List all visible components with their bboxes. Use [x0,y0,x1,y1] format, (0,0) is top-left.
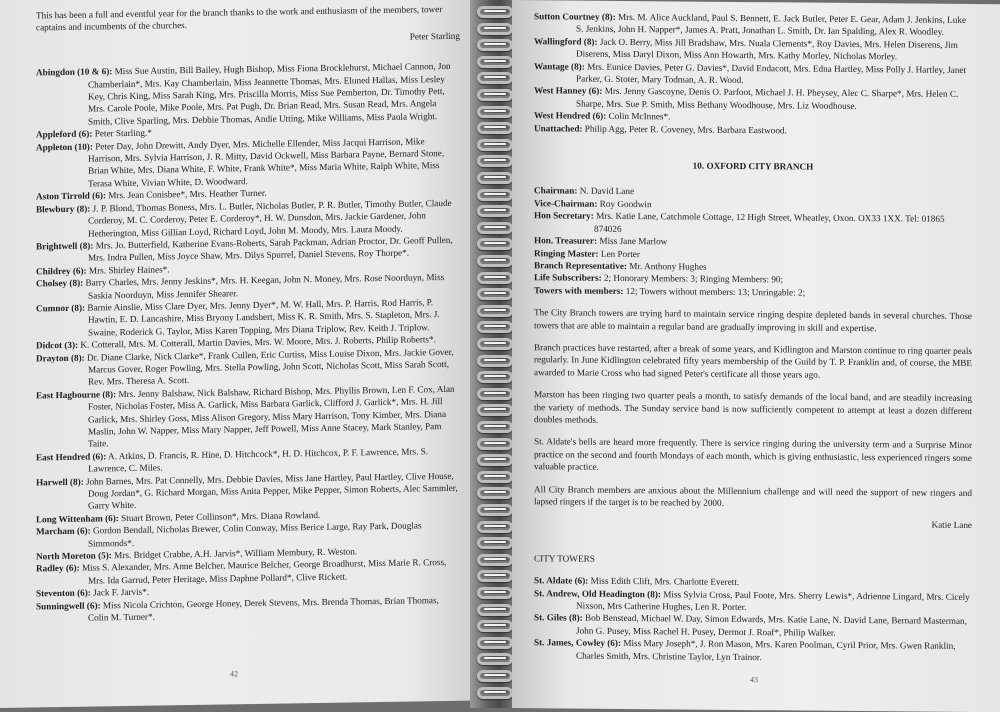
binding-ring [477,687,513,699]
member-names: Miss S. Alexander, Mrs. Anne Belcher, Maurice Belcher, George Broadhurst, Miss Marie R. Cross, Mrs. Ida Garrud, Peter Heritage, Miss Daphne Pollard*, Clive Rickett. [79,557,447,586]
officer-value: Roy Goodwin [597,198,652,210]
left-page-content [36,3,460,625]
tower-entry [36,134,460,190]
right-page-content [534,10,972,665]
member-names: Bob Benstead, Michael W. Day, Simon Edwards, Mrs. Katie Lane, N. David Lane, Bernard Masterman, John G. Pusey, Miss Rachel H. Pusey, Dermot J. Roaf*, Philip Walker. [576,613,967,638]
member-names: Miss Sylvia Cross, Paul Foote, Mrs. Sherry Lewis*, Adrienne Lingard, Mrs. Cicely Nixson, Mrs Catherine Hughes, Len R. Porter. [576,588,970,613]
binding-ring [477,587,513,599]
member-names: Miss Mary Joseph*, J. Ron Mason, Mrs. Karen Poolman, Cyril Prior, Mrs. Gwen Ranklin, Charles Smith, Mrs. Christine Taylor, Lyn Trainor. [576,638,956,662]
officer-label: Hon Secretary: [534,210,594,221]
tower-entry [534,60,972,89]
tower-name: Wantage (8): [534,60,585,72]
member-names: Peter Day, John Drewitt, Andy Dyer, Mrs. Michelle Ellender, Miss Jacqui Harrison, Mike Harrison, Mrs. Sylvia Harrison, J. R. Mitty, David Ockwell, Miss Barbara Payne, Bernard Stone, Brian White, Mrs. Diana White, F. White, Frank White*, Miss Maria White, Ralph White, Miss Terasa White, Vivian White, D. Woodward. [88,135,445,189]
officer-value: Mr. Anthony Hughes [626,260,707,272]
city-towers-list [534,574,972,665]
member-names: Mrs. Jenny Balshaw, Nick Balshaw, Richard Bishop, Mrs. Phyllis Brown, Len F. Cox, Alan Foster, Nicholas Foster, Miss A. Garlick, Miss Barbara Garlick, Clifford J. Garlick*, Mrs. H. Jill Garlick, Mrs. Shirley Goss, Miss Alison Gregory, Miss Mary Harrison, Tony Kimber, Mrs. Diana Maslin, John W. Napper, Miss Mary Napper, Jeff Powell, Miss Anne Stacey, Mark Stanley, Pam Taite. [88,383,455,450]
tower-name: West Hanney (6): [534,85,603,97]
tower-entry [534,35,972,64]
tower-name: Blewbury (8): [36,203,91,215]
page-number-right: 43 [750,674,758,684]
tower-name: Unattached: [534,122,583,134]
officer-label: Chairman: [534,185,578,197]
binding-ring [477,288,513,300]
member-names: Gordon Bendall, Nicholas Brewer, Colin Conway, Miss Berice Large, Ray Park, Douglas Simmonds*. [88,520,422,549]
member-names: Colin McInnes*. [606,111,671,122]
binding-ring [477,189,513,201]
officer-label: Life Subscribers: [534,272,602,284]
binding-ring [477,122,513,134]
left-page [0,0,478,708]
tower-name: Wallingford (8): [534,36,598,47]
binding-ring [477,521,513,533]
tower-name: East Hendred (6): [36,451,107,463]
tower-name: Childrey (6): [36,265,87,277]
binding-ring [477,89,513,101]
city-tower-entry [534,587,972,616]
city-tower-entry [534,612,972,641]
officer-label: Ringing Master: [534,247,599,259]
tower-name: Harwell (8): [36,476,84,488]
city-tower-entry [534,636,972,665]
tower-name: Cumnor (8): [36,302,86,314]
binding-ring [477,23,513,35]
report-paragraph: Marston has been ringing two quarter peals a month, to satisfy demands of the local band, and are steadily increasing the variety of methods. The Sunday service band is now sufficiently competent to attempt at least a dozen different doubles methods. [534,389,972,425]
binding-ring [477,155,513,167]
tower-name: West Hendred (6): [534,110,607,122]
binding-ring [477,653,513,665]
officer-label: Towers with members: [534,284,624,296]
tower-entry [534,122,972,138]
member-names: Stuart Brown, Peter Collinson*, Mrs. Diana Rowland. [118,509,321,523]
binding-ring [477,604,513,616]
intro-paragraph: This has been a full and eventful year for the branch thanks to the work and enthusiasm of the members, tower captains and incumbents of the churches. [36,4,443,33]
tower-name: Appleford (6): [36,128,93,140]
right-page [512,0,1000,712]
binding-ring [477,438,513,450]
tower-member-list [36,60,460,625]
tower-entry [36,60,460,129]
binding-ring [477,487,513,499]
binding-ring [477,371,513,383]
binding-ring [477,238,513,250]
report-signature: Katie Lane [931,520,972,531]
binding-ring [477,106,513,118]
tower-name: St. James, Cowley (6): [534,637,622,649]
tower-name: Steventon (6): [36,587,91,599]
tower-name: St. Giles (8): [534,612,583,624]
member-names: Miss Edith Clift, Mrs. Charlotte Everett. [588,575,740,588]
tower-name: East Hagbourne (8): [36,388,117,401]
officer-label: Branch Representative: [534,260,627,271]
report-paragraph: All City Branch members are anxious about the Millennium challenge and will need the support of new ringers and lapsed ringers if the target is to be reached by 2000. [534,483,972,508]
tower-name: Didcot (3): [36,339,79,351]
report-paragraph: The City Branch towers are trying hard to maintain service ringing despite depleted bands in several churches. Those towers that are able to maintain a regular band are gradually improving in skill and expertise. [534,307,972,333]
member-names: A. Atkins, D. Francis, R. Hine, D. Hitchcock*, H. D. Hitchcox, P. F. Lawrence, Mrs. S. Lawrence, C. Miles. [88,446,429,474]
city-towers-heading: CITY TOWERS [534,553,595,564]
member-names: Dr. Diane Clarke, Nick Clarke*, Frank Cullen, Eric Curtiss, Miss Louise Dixon, Mrs. Jackie Gover, Marcus Gover, Roger Powling, Mrs. Stella Powling, John Scott, Nicholas Scott, Miss Sarah Scott, Rev. Mrs. Theresa A. Scott. [84,346,454,387]
tower-name: St. Andrew, Old Headington (8): [534,587,661,599]
binding-ring [477,570,513,582]
binding-ring [477,554,513,566]
officer-line [534,284,972,300]
officer-value: Mrs. Katie Lane, Catchmole Cottage, 12 High Street, Wheatley, Oxon. OX33 1XX. Tel: 01865 874026 [593,210,945,234]
binding-ring [477,6,513,18]
binding-ring [477,454,513,466]
binding-ring [477,39,513,51]
binding-ring [477,72,513,84]
member-names: J. P. Blond, Thomas Boness, Mrs. L. Butler, Nicholas Butler, P. R. Butler, Timothy Butler, Claude Corderoy, M. C. Corderoy, Peter E. Corderoy*, H. W. Dunsdon, Mrs. Jackie Gardener, John Hetherington, Miss Gillian Loyd, Richard Loyd, John M. Moody, Mrs. Laura Moody. [88,197,452,239]
tower-name: Brightwell (8): [36,240,94,252]
officer-line [534,209,972,238]
tower-name: St. Aldate (6): [534,575,589,586]
page-number-left: 42 [230,668,238,678]
member-names: Barry Charles, Mrs. Jenny Jeskins*, Mrs. H. Keegan, John N. Money, Mrs. Rose Noorduyn, Miss Saskia Noorduyn, Miss Jennifer Shearer. [83,272,445,301]
binding-ring [477,421,513,433]
member-names: Miss Sue Austin, Bill Bailey, Hugh Bishop, Miss Fiona Brocklehurst, Michael Cannon, Jon Chamberlain*, Mrs. Kay Chamberlain, Miss Jeannette Thomas, Mrs. Eluned Hallas, Miss Lesley Key, Chris King, Miss Sarah King, Mrs. Priscilla Morris, Miss Sue Pemberton, Dr. Timothy Pett, Mrs. Carole Poole, Mike Poole, Mrs. Pat Pugh, Dr. Brian Read, Mrs. Susan Read, Mrs. Angela Smith, Clive Sparling, Mrs. Debbie Thomas, Andie Utting, Mike Williams, Miss Paula Wright. [88,61,451,127]
member-names: Mrs. M. Alice Auckland, Paul S. Bennett, E. Jack Butler, Peter E. Gear, Adam J. Jenkins, Luke S. Jenkins, John H. Napper*, James A. Pratt, Jonathan L. Smith, Dr. Ian Spalding, Alex R. Woodley. [576,11,967,38]
report-paragraph: St. Aldate's bells are heard more frequently. There is service ringing during the university term and a Surprise Minor practice on the second and fourth Mondays of each month, which is giving enthusiastic, less experienced ringers some valuable practice. [534,436,972,472]
branch-officers [534,185,972,300]
officer-value: Len Porter [598,248,640,259]
binding-ring [477,139,513,151]
branch-report [534,306,972,511]
member-names: Philip Agg, Peter R. Coveney, Mrs. Barbara Eastwood. [582,123,787,136]
binding-ring [477,205,513,217]
tower-entry [534,10,972,39]
binding-ring [477,620,513,632]
member-names: Mrs. Jo. Butterfield, Katherine Evans-Roberts, Sarah Packman, Adrian Proctor, Dr. Geoff Pullen, Mrs. Indra Pullen, Miss Joyce Shaw, Mrs. Dilys Spurrel, Daniel Stevens, Roy Thorpe*. [88,234,453,263]
member-names: Mrs. Bridget Crabbe, A.H. Jarvis*, William Membury, R. Weston. [111,546,358,561]
binding-ring [477,172,513,184]
officer-label: Hon. Treasurer: [534,235,598,246]
officer-value: Miss Jane Marlow [597,235,668,247]
binding-ring [477,222,513,234]
member-names: Jack O. Berry, Miss Jill Bradshaw, Mrs. Nuala Clements*, Roy Davies, Mrs. Helen Diserens, Jim Diserens, Miss Daryl Dixon, Miss Ann Howarth, Mrs. Kathy Morley, Nicholas Morley. [576,36,958,62]
binding-ring [477,56,513,68]
tower-member-list-continued [534,10,972,138]
binding-ring [477,504,513,516]
binding-ring [477,537,513,549]
member-names: Miss Nicola Crichton, George Honey, Derek Stevens, Mrs. Brenda Thomas, Brian Thomas, Colin M. Turner*. [88,594,439,623]
tower-name: Aston Tirrold (6): [36,190,106,202]
member-names: Mrs. Jenny Gascoyne, Denis O. Parfoot, Michael J. H. Pheysey, Alec C. Sharpe*, Mrs. Helen C. Sharpe, Mrs. Sue P. Smith, Miss Bethany Woodhouse, Mrs. Liz Woodhouse. [576,86,959,111]
officer-label: Vice-Chairman: [534,198,598,209]
intro-signature: Peter Starling [409,30,460,42]
tower-name: Long Wittenham (6): [36,512,119,525]
member-names: Mrs. Shirley Haines*. [86,264,170,276]
member-names: Mrs. Eunice Davies, Peter G. Davies*, David Endacott, Mrs. Edna Hartley, Miss Polly J. Hartley, Janet Parker, G. Stoter, Mary Todman, A. R. Wood. [576,61,967,86]
binding-ring [477,321,513,333]
member-names: Mrs. Jean Conisbee*, Mrs. Heather Turner. [105,188,267,201]
binding-ring [477,471,513,483]
tower-name: Drayton (8): [36,352,85,363]
binding-ring [477,388,513,400]
tower-entry [534,85,972,114]
member-names: John Barnes, Mrs. Pat Connelly, Mrs. Debbie Davies, Miss Jane Hartley, Paul Hartley, Clive House, Doug Jordan*, G. Richard Morgan, Miss Anita Pepper, Mike Pepper, Simon Roberts, Alec Sammler, Garry White. [83,470,458,512]
tower-name: Sunningwell (6): [36,600,101,612]
member-names: Jack F. Jarvis*. [90,586,150,598]
tower-name: Marcham (6): [36,525,91,537]
report-paragraph: Branch practices have restarted, after a break of some years, and Kidlington and Marston continue to ring quarter peals regularly. In June Kidlington celebrated fifty years membership of the Guild by T. P. Franklin and, of course, the MBE awarded to Marie Cross who had signed Peter's certificate all those years ago. [534,342,972,380]
binding-ring [477,305,513,317]
binding-ring [477,272,513,284]
binding-ring [477,404,513,416]
member-names: K. Cotterall, Mrs. M. Cotterall, Martin Davies, Mrs. W. Moore, Mrs. J. Roberts, Philip Roberts*. [78,334,436,350]
officer-value: 2; Honorary Members: 3; Ringing Members: 90; [601,273,784,285]
tower-name: Radley (6): [36,563,80,574]
officer-value: N. David Lane [577,186,635,197]
tower-name: Sutton Courtney (8): [534,11,616,22]
member-names: Barnie Ainslie, Miss Clare Dyer, Mrs. Jenny Dyer*, M. W. Hall, Mrs. P. Harris, Rod Harris, P. Hawtin, E. D. Lancashire, Miss Bryony Landsbert, Miss K. R. Smith, Mrs. S. Stapleton, Mrs. J. Swaine, Roderick G. Taylor, Miss Karen Topping, Mrs Diana Triplow, Rev. Keith J. Triplow. [85,297,440,338]
tower-name: Abingdon (10 & 6): [36,66,113,78]
officer-value: 12; Towers without members: 13; Unringable: 2; [623,285,806,298]
branch-title: 10. OXFORD CITY BRANCH [692,160,814,172]
tower-name: North Moreton (5): [36,550,112,562]
tower-name: Appleton (10): [36,141,93,153]
tower-name: Cholsey (8): [36,277,84,289]
binding-ring [477,637,513,649]
tower-entry [36,383,460,452]
member-names: Peter Starling.* [92,127,152,139]
binding-ring [477,355,513,367]
binding-ring [477,670,513,682]
binding-ring [477,255,513,267]
binding-ring [477,338,513,350]
